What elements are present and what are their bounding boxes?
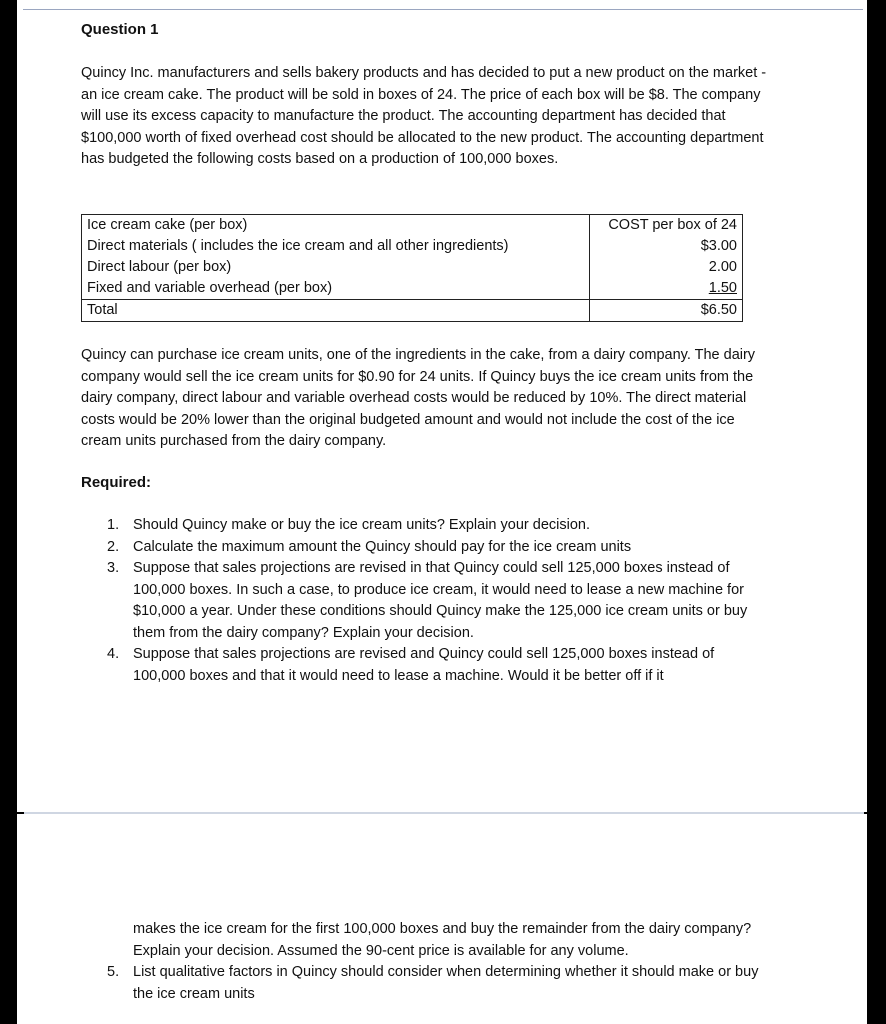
row-label: Direct labour (per box) [82, 257, 590, 278]
item-text: Suppose that sales projections are revised and Quincy could sell 125,000 boxes instead of 100,000 boxes and that it would need to lease a machine. Would it be better off if it [133, 646, 715, 684]
item-number: 1. [107, 517, 120, 533]
row-value [590, 278, 743, 300]
header-rule [23, 9, 863, 10]
cost-table [81, 214, 743, 322]
table-row [82, 257, 743, 278]
list-item [107, 962, 767, 1005]
underlined-value: 1.50 [708, 280, 737, 296]
table-row [82, 278, 743, 300]
list-item [107, 537, 767, 559]
table-header-row [82, 215, 743, 237]
list-item [107, 558, 767, 644]
item-number: 4. [107, 646, 120, 662]
row-value: 2.00 [590, 257, 743, 278]
item-number: 3. [107, 560, 120, 576]
question-title: Question 1 [81, 21, 159, 38]
purchase-paragraph: Quincy can purchase ice cream units, one of the ingredients in the cake, from a dairy company. The dairy company would sell the ice cream units for $0.90 for 24 units. If Quincy buys the ice cream units from the dairy company, direct labour and variable overhead costs would be reduced by 10%. The direct material costs would be 20% lower than the original budgeted amount and would not include the cost of the ice cream units purchased from the dairy company. [81, 347, 756, 449]
required-label: Required: [81, 474, 152, 491]
table-header-label: Ice cream cake (per box) [82, 215, 590, 237]
item-text: Should Quincy make or buy the ice cream units? Explain your decision. [133, 517, 590, 533]
list-item [107, 644, 767, 687]
requirements-list [107, 515, 767, 687]
row-value: $3.00 [590, 236, 743, 257]
table-header-value: COST per box of 24 [590, 215, 743, 237]
list-item-continued [107, 919, 767, 962]
item-text: List qualitative factors in Quincy should consider when determining whether it should make or buy the ice cream units [133, 964, 759, 1002]
item-text: Suppose that sales projections are revised in that Quincy could sell 125,000 boxes instead of 100,000 boxes. In such a case, to produce ice cream, it would need to lease a new machine for $10,000 a year. Under these conditions should Quincy make the 125,000 ice cream units or buy them from the dairy company? Explain your decision. [133, 560, 748, 641]
table-total-row [82, 300, 743, 322]
requirements-list-continued [107, 919, 767, 1005]
list-item [107, 515, 767, 537]
intro-paragraph: Quincy Inc. manufacturers and sells bakery products and has decided to put a new product on the market - an ice cream cake. The product will be sold in boxes of 24. The price of each box will be $8. The company will use its excess capacity to manufacture the product. The accounting department has decided that $100,000 worth of fixed overhead cost should be allocated to the new product. The accounting department has budgeted the following costs based on a production of 100,000 boxes. [81, 65, 767, 167]
item-text: Calculate the maximum amount the Quincy should pay for the ice cream units [133, 538, 632, 555]
row-label: Direct materials ( includes the ice cream and all other ingredients) [82, 236, 590, 257]
total-label: Total [82, 300, 590, 322]
item-number: 2. [107, 538, 120, 555]
item-number: 5. [107, 964, 120, 980]
item-text: makes the ice cream for the first 100,000 boxes and buy the remainder from the dairy company? Explain your decision. Assumed the 90-cent price is available for any volume. [133, 921, 752, 959]
row-label: Fixed and variable overhead (per box) [82, 278, 590, 300]
total-value: $6.50 [590, 300, 743, 322]
table-row [82, 236, 743, 257]
